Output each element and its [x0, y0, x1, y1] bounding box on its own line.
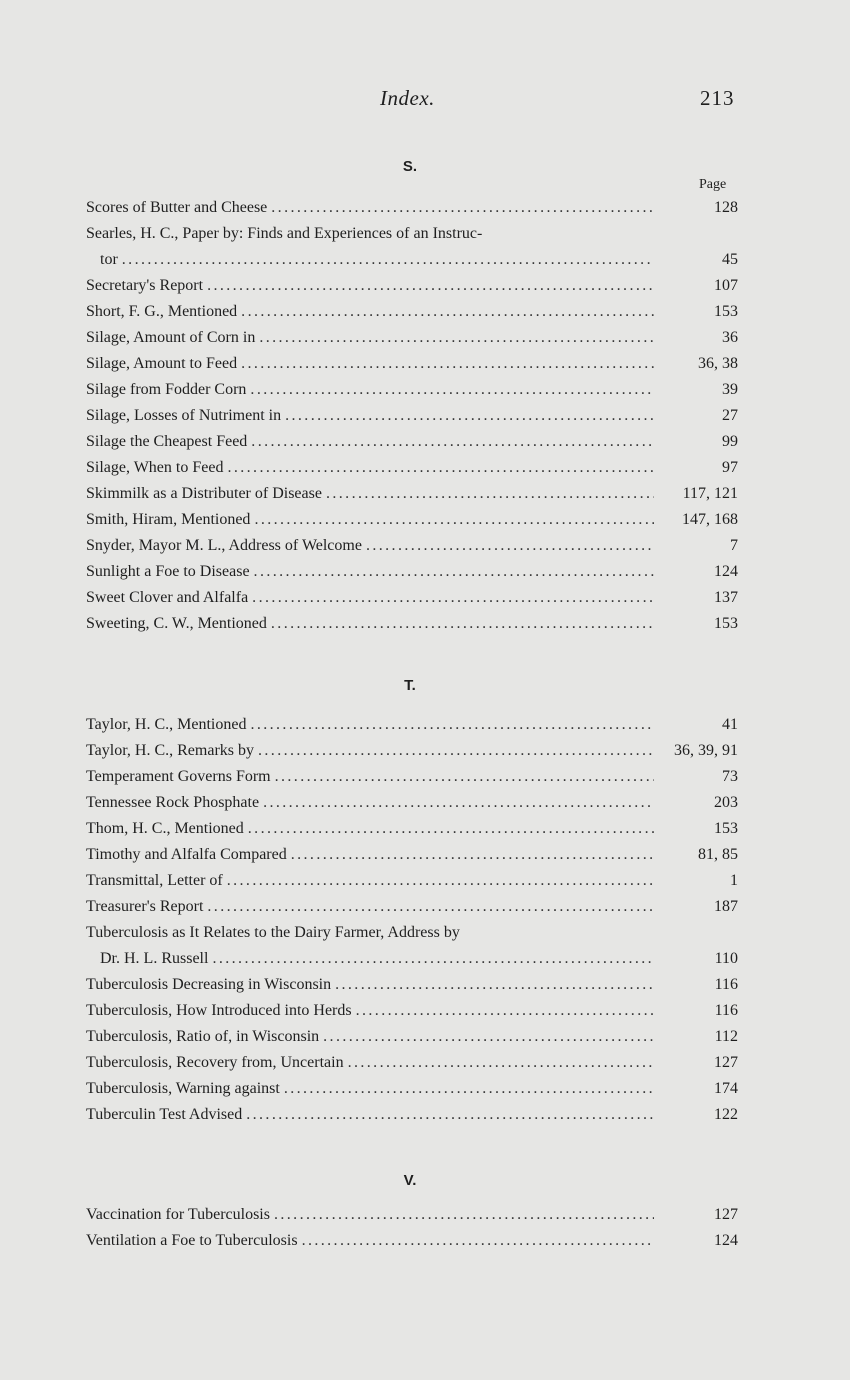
dot-leader: [271, 611, 654, 637]
index-entry-leader: [86, 816, 654, 842]
index-entry: [86, 1050, 738, 1076]
dot-leader: [348, 1050, 654, 1076]
index-entry-text: Tennessee Rock Phosphate: [86, 794, 260, 811]
dot-leader: [250, 712, 654, 738]
index-entry-text: Taylor, H. C., Remarks by: [86, 742, 254, 759]
index-entry: [86, 455, 738, 481]
dot-leader: [326, 481, 654, 507]
index-entry-page: 99: [722, 433, 738, 450]
dot-leader: [323, 1024, 654, 1050]
dot-leader: [241, 299, 654, 325]
index-entry-page: 128: [714, 199, 738, 216]
index-entry-leader: [86, 894, 654, 920]
index-entry: [86, 273, 738, 299]
index-entry: [86, 1076, 738, 1102]
index-entry-text: tor: [100, 251, 118, 268]
index-entry-page: 41: [722, 716, 738, 733]
index-entry-leader: [86, 273, 654, 299]
index-entry-page: 1: [730, 872, 738, 889]
index-entry-text: Tuberculin Test Advised: [86, 1106, 243, 1123]
index-entry: [86, 790, 738, 816]
index-entry-leader: [86, 403, 654, 429]
dot-leader: [250, 377, 654, 403]
index-entry-text: Thom, H. C., Mentioned: [86, 820, 244, 837]
index-entry-page: 124: [714, 563, 738, 580]
index-entry-text: Temperament Governs Form: [86, 768, 271, 785]
index-entry-leader: [86, 764, 654, 790]
dot-leader: [291, 842, 654, 868]
index-entry-leader: [86, 325, 654, 351]
index-entry-page: 174: [714, 1080, 738, 1097]
index-entry-first-line: Searles, H. C., Paper by: Finds and Experiences of an Instruc-: [86, 225, 483, 242]
index-entry: [86, 972, 738, 998]
dot-leader: [275, 764, 654, 790]
index-entry-text: Silage the Cheapest Feed: [86, 433, 248, 450]
dot-leader: [241, 351, 654, 377]
index-entry-leader: [86, 507, 654, 533]
index-entry-leader: [86, 738, 654, 764]
dot-leader: [248, 816, 654, 842]
index-entry-page: 36, 38: [698, 355, 738, 372]
index-entry: [86, 998, 738, 1024]
index-entry-leader: [86, 481, 654, 507]
dot-leader: [285, 403, 654, 429]
index-entry-leader: [86, 1050, 654, 1076]
index-entry-leader: [86, 559, 654, 585]
index-entry-leader: [86, 429, 654, 455]
index-entry-page: 127: [714, 1206, 738, 1223]
dot-leader: [207, 894, 654, 920]
index-entry-text: Treasurer's Report: [86, 898, 204, 915]
page-column-label: Page: [699, 177, 727, 192]
index-entry-page: 187: [714, 898, 738, 915]
index-entry-text: Tuberculosis, How Introduced into Herds: [86, 1002, 352, 1019]
index-entry-leader: [86, 1024, 654, 1050]
index-entry-page: 7: [730, 537, 738, 554]
index-entry-leader: [86, 455, 654, 481]
index-entry: [86, 299, 738, 325]
index-entry: [86, 738, 738, 764]
index-entry-text: Tuberculosis, Recovery from, Uncertain: [86, 1054, 344, 1071]
index-entry-text: Silage, Losses of Nutriment in: [86, 407, 282, 424]
index-entry: [86, 533, 738, 559]
dot-leader: [254, 559, 654, 585]
index-entry-text: Vaccination for Tuberculosis: [86, 1206, 270, 1223]
index-entry: [86, 429, 738, 455]
index-entry-text: Snyder, Mayor M. L., Address of Welcome: [86, 537, 362, 554]
dot-leader: [335, 972, 654, 998]
section-letter-v: V.: [403, 1172, 417, 1189]
index-entry-leader: [86, 1102, 654, 1128]
index-entry-text: Tuberculosis, Warning against: [86, 1080, 280, 1097]
index-entry: [86, 325, 738, 351]
index-entry-leader: [86, 998, 654, 1024]
section-letter-t: T.: [404, 677, 416, 694]
index-entry-leader: [86, 1228, 654, 1254]
index-entry: [86, 1102, 738, 1128]
index-entry: [86, 894, 738, 920]
dot-leader: [251, 429, 654, 455]
index-entry: [86, 1202, 738, 1228]
index-entry-leader: [86, 247, 654, 273]
index-entry: [86, 507, 738, 533]
index-entry-page: 112: [714, 1028, 738, 1045]
index-entry-text: Silage from Fodder Corn: [86, 381, 247, 398]
index-entry: [86, 403, 738, 429]
index-entry-page: 203: [714, 794, 738, 811]
dot-leader: [263, 790, 654, 816]
dot-leader: [284, 1076, 654, 1102]
dot-leader: [252, 585, 654, 611]
index-entry-text: Taylor, H. C., Mentioned: [86, 716, 247, 733]
index-entry: [86, 1228, 738, 1254]
index-entry: [86, 559, 738, 585]
index-entry-page: 117, 121: [682, 485, 738, 502]
index-entry-text: Silage, Amount to Feed: [86, 355, 238, 372]
index-entry-leader: [86, 611, 654, 637]
index-entry-leader: [86, 377, 654, 403]
index-entry-leader: [86, 790, 654, 816]
index-entry-page: 39: [722, 381, 738, 398]
index-entry-leader: [86, 842, 654, 868]
index-entry-page: 27: [722, 407, 738, 424]
section-v-entries: [86, 1202, 738, 1254]
dot-leader: [227, 455, 654, 481]
dot-leader: [302, 1228, 654, 1254]
index-entry-page: 45: [722, 251, 738, 268]
index-entry: [86, 1024, 738, 1050]
index-entry-text: Dr. H. L. Russell: [100, 950, 209, 967]
index-entry-page: 36, 39, 91: [674, 742, 738, 759]
index-entry-text: Timothy and Alfalfa Compared: [86, 846, 287, 863]
index-entry-text: Scores of Butter and Cheese: [86, 199, 268, 216]
section-s-entries: [86, 195, 738, 637]
index-entry-text: Skimmilk as a Distributer of Disease: [86, 485, 322, 502]
section-t-entries: [86, 712, 738, 1128]
index-entry-text: Silage, Amount of Corn in: [86, 329, 256, 346]
index-entry-page: 73: [722, 768, 738, 785]
index-entry-leader: [86, 299, 654, 325]
index-entry: [86, 377, 738, 403]
index-entry-text: Sweeting, C. W., Mentioned: [86, 615, 267, 632]
index-entry-page: 127: [714, 1054, 738, 1071]
index-entry-page: 107: [714, 277, 738, 294]
index-entry-leader: [86, 972, 654, 998]
page-number: 213: [700, 86, 735, 110]
index-entry-page: 97: [722, 459, 738, 476]
dot-leader: [207, 273, 654, 299]
index-entry-page: 116: [714, 976, 738, 993]
section-letter-s: S.: [402, 158, 418, 175]
index-entry-page: 153: [714, 303, 738, 320]
dot-leader: [227, 868, 654, 894]
index-entry: [86, 351, 738, 377]
index-entry: [86, 712, 738, 738]
dot-leader: [254, 507, 654, 533]
dot-leader: [271, 195, 654, 221]
index-entry: [86, 764, 738, 790]
index-entry-text: Sunlight a Foe to Disease: [86, 563, 250, 580]
index-entry-text: Tuberculosis Decreasing in Wisconsin: [86, 976, 332, 993]
index-entry-leader: [86, 868, 654, 894]
dot-leader: [258, 738, 654, 764]
dot-leader: [366, 533, 654, 559]
index-entry: [86, 195, 738, 221]
dot-leader: [246, 1102, 654, 1128]
dot-leader: [212, 946, 654, 972]
index-entry-text: Ventilation a Foe to Tuberculosis: [86, 1232, 298, 1249]
index-entry-leader: [86, 712, 654, 738]
index-entry-text: Silage, When to Feed: [86, 459, 224, 476]
index-entry-page: 137: [714, 589, 738, 606]
index-entry-text: Transmittal, Letter of: [86, 872, 223, 889]
index-entry: [86, 868, 738, 894]
index-entry-page: 124: [714, 1232, 738, 1249]
dot-leader: [274, 1202, 654, 1228]
index-entry-leader: [86, 351, 654, 377]
index-entry-text: Secretary's Report: [86, 277, 204, 294]
index-entry-text: Tuberculosis, Ratio of, in Wisconsin: [86, 1028, 320, 1045]
index-entry: [86, 842, 738, 868]
index-entry: [86, 247, 738, 273]
index-entry-page: 153: [714, 820, 738, 837]
index-entry-page: 147, 168: [682, 511, 738, 528]
index-entry-page: 81, 85: [698, 846, 738, 863]
index-entry-leader: [86, 946, 654, 972]
index-entry-page: 116: [714, 1002, 738, 1019]
index-entry-first-line: Tuberculosis as It Relates to the Dairy Farmer, Address by: [86, 924, 460, 941]
index-entry-leader: [86, 533, 654, 559]
running-title: Index.: [380, 86, 435, 110]
index-entry-page: 122: [714, 1106, 738, 1123]
dot-leader: [122, 247, 654, 273]
index-entry-leader: [86, 585, 654, 611]
running-head: [0, 86, 850, 116]
index-entry-text: Smith, Hiram, Mentioned: [86, 511, 251, 528]
index-entry-text: Sweet Clover and Alfalfa: [86, 589, 249, 606]
index-entry-page: 153: [714, 615, 738, 632]
index-entry: [86, 816, 738, 842]
index-entry: [86, 946, 738, 972]
dot-leader: [356, 998, 654, 1024]
index-entry: [86, 585, 738, 611]
index-entry: [86, 481, 738, 507]
index-entry-page: 36: [722, 329, 738, 346]
index-entry-page: 110: [714, 950, 738, 967]
index-entry-leader: [86, 195, 654, 221]
index-entry-leader: [86, 1076, 654, 1102]
index-entry-text: Short, F. G., Mentioned: [86, 303, 238, 320]
index-entry: [86, 611, 738, 637]
index-entry-leader: [86, 1202, 654, 1228]
dot-leader: [259, 325, 654, 351]
